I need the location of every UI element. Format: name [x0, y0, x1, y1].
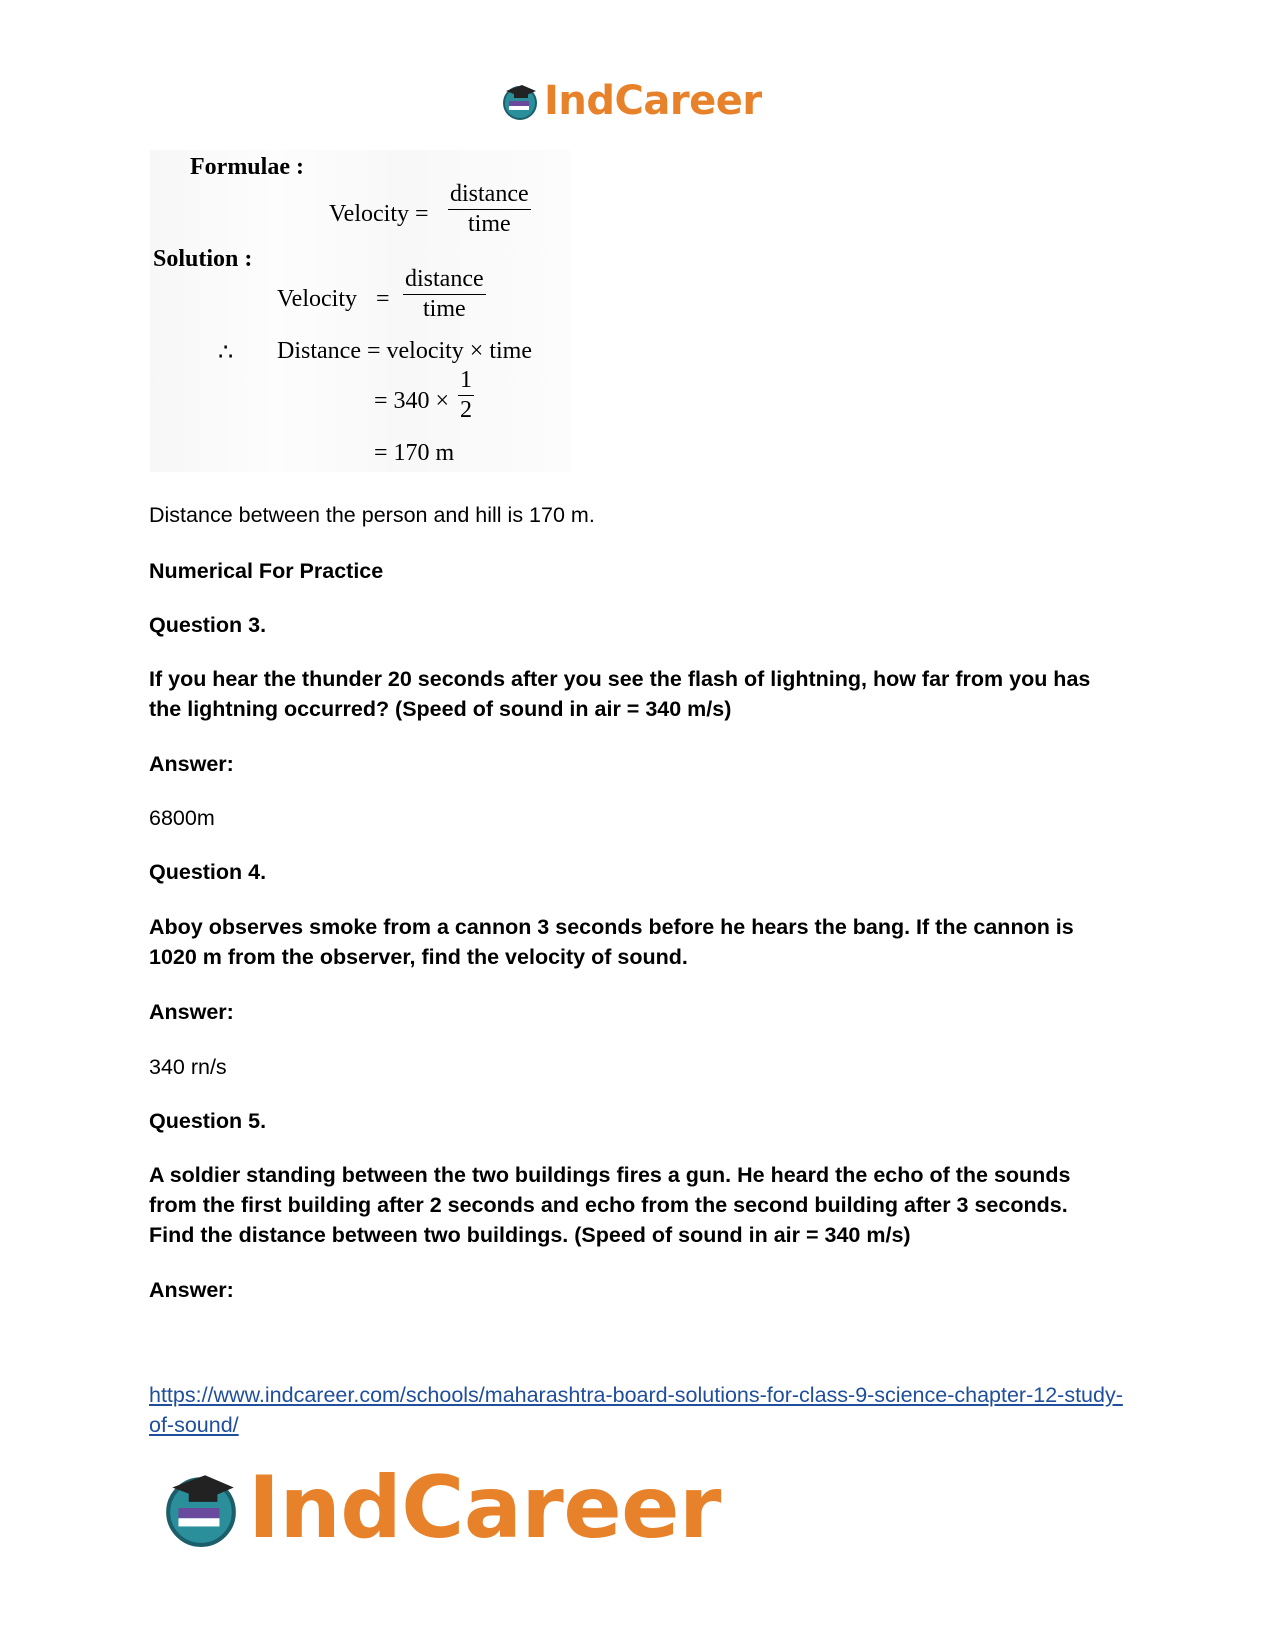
question-5-text: A soldier standing between the two buildings fires a gun. He heard the echo of the sounds from the first building after 2 seconds and echo from the second building after 3 seconds. Find the distance between two buildings. (Speed of sound in air = 340 m/s) [149, 1163, 1071, 1247]
fraction-denominator: time [422, 296, 466, 322]
question-3-answer-label: Answer: [149, 752, 234, 776]
calculation-step: = 340 × [374, 388, 450, 414]
velocity-formula-label: Velocity = [329, 201, 429, 227]
fraction-numerator: 1 [458, 366, 474, 396]
question-4-text: Aboy observes smoke from a cannon 3 seconds before he hears the bang. If the cannon is 1020 m from the observer, find the velocity of sound. [149, 915, 1074, 969]
question-4-answer: 340 rn/s [149, 1055, 227, 1079]
fraction-one-half [458, 366, 474, 424]
section-heading: Numerical For Practice [149, 559, 384, 583]
distance-equation: Distance = velocity × time [277, 338, 532, 364]
conclusion-text: Distance between the person and hill is 170 m. [149, 503, 595, 527]
fraction-denominator: 2 [460, 397, 472, 423]
velocity-solution-label: Velocity [277, 286, 357, 312]
fraction-numerator: distance [448, 180, 531, 210]
question-4-label: Question 4. [149, 860, 267, 884]
fraction-numerator: distance [403, 265, 486, 295]
question-3-label: Question 3. [149, 613, 267, 637]
solution-label: Solution : [153, 246, 253, 272]
source-link[interactable]: https://www.indcareer.com/schools/maharashtra-board-solutions-for-class-9-science-chapter-12-study-of-sound/ [149, 1383, 1123, 1437]
question-4-answer-label: Answer: [149, 1000, 234, 1024]
formulae-label: Formulae : [190, 154, 304, 180]
question-3-answer: 6800m [149, 806, 215, 830]
graduation-globe-icon [500, 81, 540, 121]
question-5-label: Question 5. [149, 1109, 267, 1133]
fraction-distance-time [448, 180, 531, 238]
logo-wordmark: IndCareer [248, 1458, 721, 1558]
therefore-symbol: ∴ [218, 340, 234, 366]
header-logo [500, 78, 762, 124]
question-3-text: If you hear the thunder 20 seconds after you see the flash of lightning, how far from you has the lightning occurred? (Speed of sound in air = 340 m/s) [149, 667, 1091, 721]
question-5-answer-label: Answer: [149, 1278, 234, 1302]
equals-sign: = [376, 286, 390, 312]
formula-image [150, 150, 570, 472]
fraction-distance-time-2 [403, 265, 486, 323]
fraction-denominator: time [467, 211, 511, 237]
footer-logo [160, 1460, 721, 1556]
graduation-globe-icon [160, 1467, 242, 1549]
logo-wordmark: IndCareer [544, 78, 762, 124]
calculation-result: = 170 m [374, 440, 455, 466]
